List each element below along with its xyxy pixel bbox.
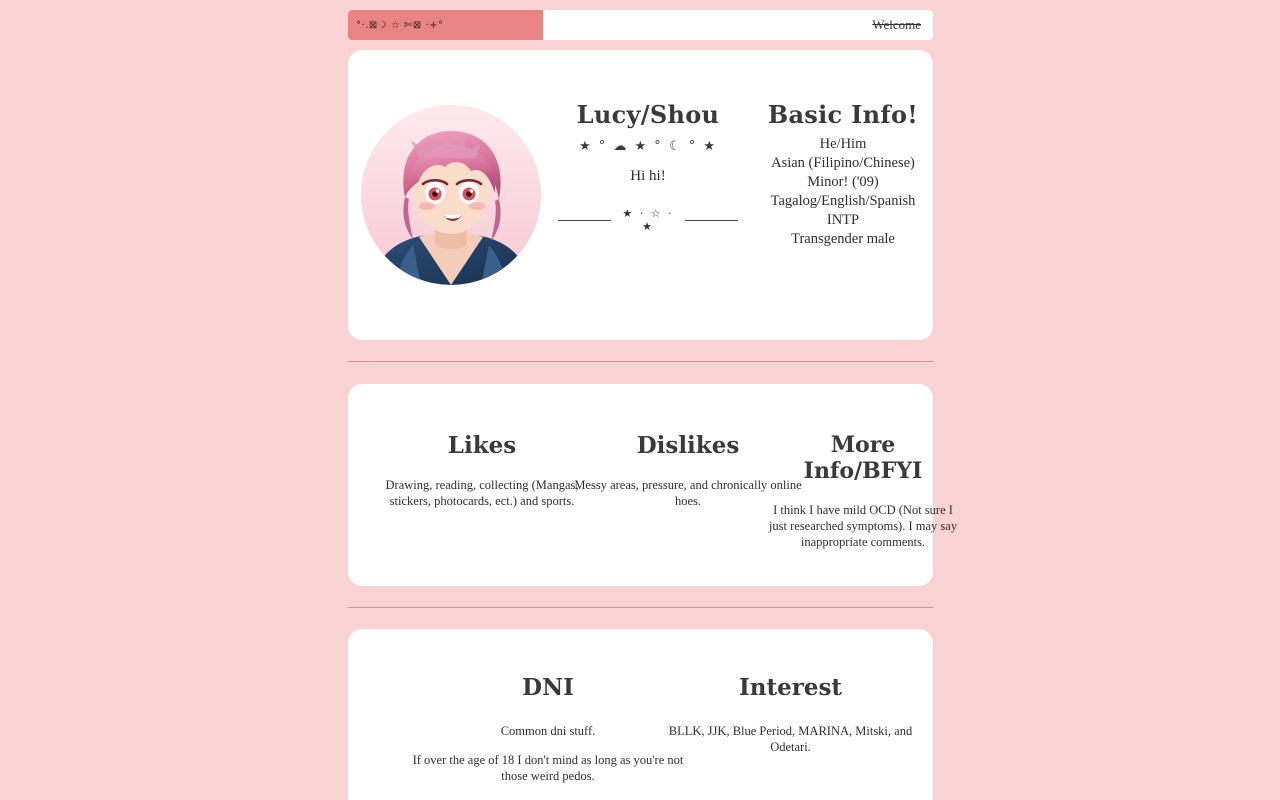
basic-info-column [748, 100, 938, 249]
likes-column [368, 432, 596, 522]
dni-text-secondary: If over the age of 18 I don't mind as long as you're not those weird pedos. [412, 752, 684, 783]
basic-info-item: Transgender male [791, 231, 895, 247]
avatar-illustration [361, 105, 541, 285]
avatar [361, 105, 541, 285]
greeting-text: Hi hi! [630, 168, 666, 184]
more-info-text: I think I have mild OCD (Not sure I just researched symptoms). I may say inappropriate comments. [768, 503, 958, 549]
dni-heading: DNI [522, 674, 574, 701]
dislikes-text: Messy areas, pressure, and chronically online hoes. [574, 478, 802, 508]
likes-text: Drawing, reading, collecting (Mangas, stickers, photocards, ect.) and sports. [385, 478, 579, 508]
basic-info-item: He/Him [819, 136, 867, 152]
basic-info-item: INTP [826, 212, 860, 228]
basic-info-heading: Basic Info! [767, 100, 919, 129]
basic-info-item: Tagalog/English/Spanish [770, 193, 916, 209]
star-divider [558, 207, 738, 233]
more-info-heading: More Info/BFYI [803, 432, 923, 484]
decorative-glyph-line: ★ ° ☁ ★ ° ☾ ° ★ [578, 139, 718, 154]
tab-welcome[interactable] [543, 10, 933, 40]
tab-welcome-label: Welcome [872, 17, 921, 32]
dni-text-primary: Common dni stuff. [500, 724, 596, 738]
page-title: Lucy/Shou [576, 100, 720, 129]
interest-text: BLLK, JJK, Blue Period, MARINA, Mitski, and Odetari. [668, 724, 913, 754]
interest-heading: Interest [738, 674, 843, 701]
likes-card [348, 384, 958, 586]
basic-info-item: Minor! ('09) [807, 174, 879, 190]
topbar-decor-strip [348, 10, 543, 40]
basic-info-item: Asian (Filipino/Chinese) [771, 155, 915, 171]
interest-column [648, 674, 933, 768]
star-glyph: ★ · ☆ · ★ [622, 207, 674, 233]
section-divider [348, 361, 933, 362]
more-info-column [768, 432, 958, 563]
dni-card [348, 629, 933, 800]
likes-heading: Likes [447, 432, 517, 459]
topbar-decor-text: °·.⊠☽ ☆ ✄⊠ ·+° [356, 19, 444, 31]
divider-line-left [558, 220, 611, 221]
dislikes-heading: Dislikes [636, 432, 740, 459]
section-divider [348, 607, 933, 608]
profile-card [348, 50, 933, 340]
name-column [558, 100, 738, 233]
browser-topbar [348, 10, 933, 40]
divider-line-right [685, 220, 738, 221]
